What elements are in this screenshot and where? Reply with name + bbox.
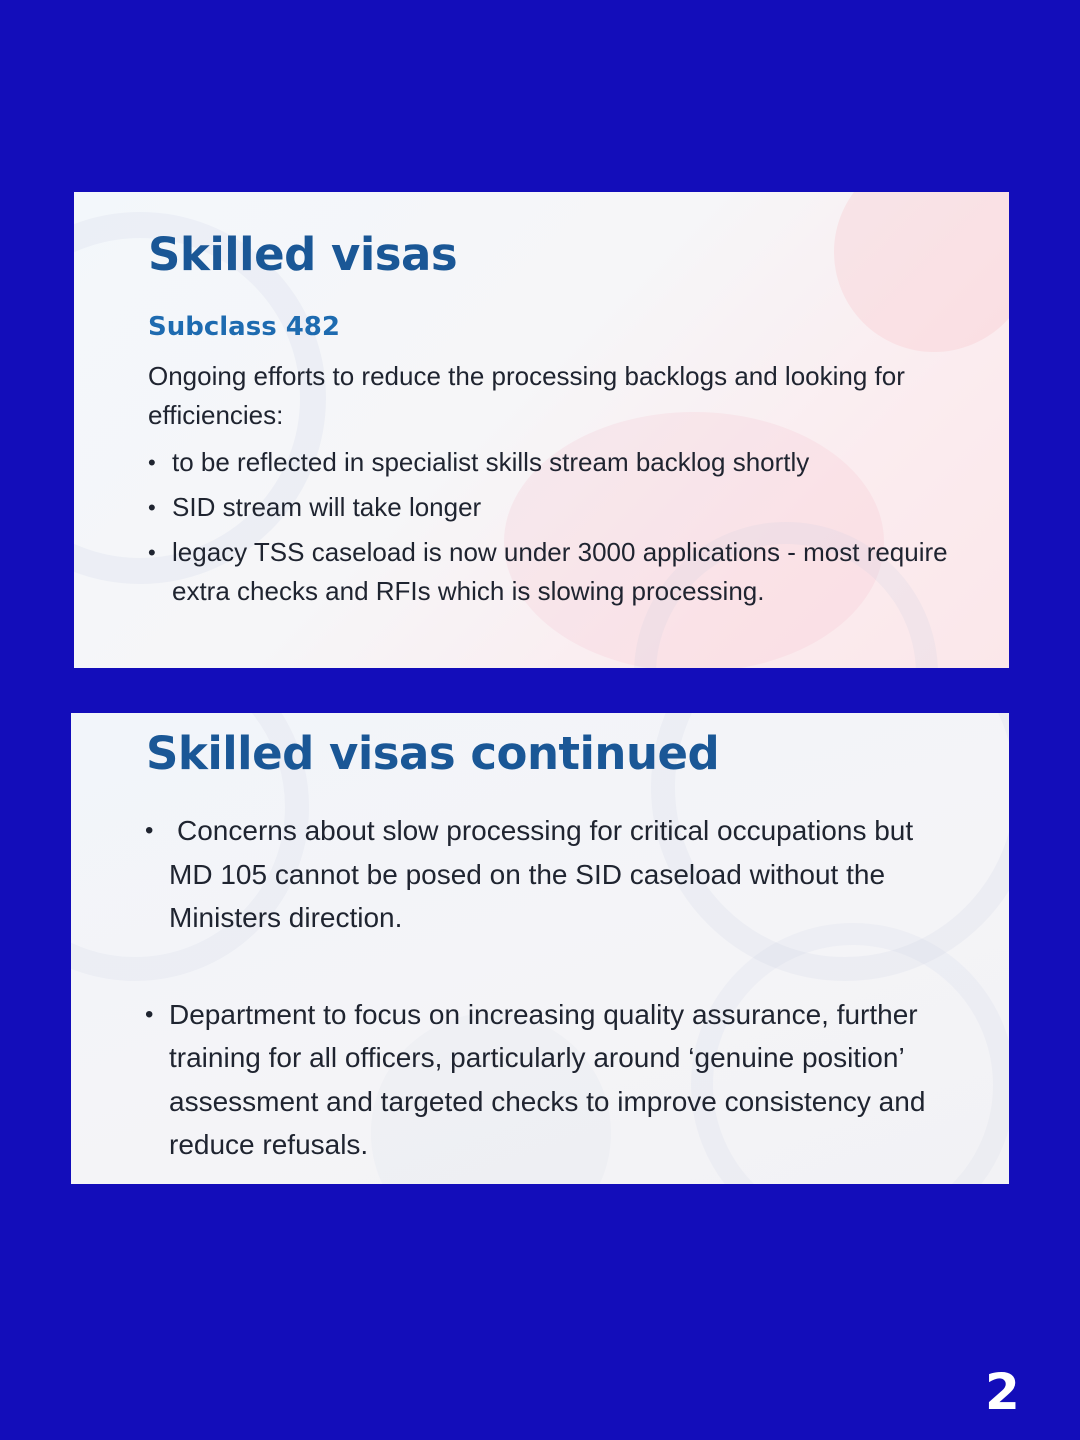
- slide-subtitle: Subclass 482: [148, 312, 340, 342]
- bullet-list: [148, 443, 948, 617]
- background-decoration: [834, 192, 1009, 352]
- bullet-item: [145, 809, 945, 940]
- bullet-text: Concerns about slow processing for critical occupations but MD 105 cannot be posed on the SID caseload without the Ministers direction.: [169, 815, 914, 933]
- slide-skilled-visas: [74, 192, 1009, 668]
- slide-title: Skilled visas continued: [146, 727, 720, 780]
- bullet-item: • to be reflected in specialist skills stream backlog shortly: [148, 443, 948, 482]
- bullet-item: • legacy TSS caseload is now under 3000 applications - most require extra checks and RFIs which is slowing processing.: [148, 533, 948, 611]
- slide-skilled-visas-continued: [71, 713, 1009, 1184]
- bullet-item: [145, 993, 945, 1167]
- page-number: 2: [985, 1363, 1020, 1421]
- slide-intro-text: Ongoing efforts to reduce the processing backlogs and looking for efficiencies:: [148, 361, 905, 430]
- slide-title: Skilled visas: [148, 228, 458, 281]
- bullet-list: [145, 809, 945, 1167]
- bullet-text: Department to focus on increasing quality assurance, further training for all officers, particularly around ‘genuine position’ assessment and targeted checks to improve consistency and reduce refusals.: [169, 998, 926, 1160]
- bullet-item: • SID stream will take longer: [148, 488, 948, 527]
